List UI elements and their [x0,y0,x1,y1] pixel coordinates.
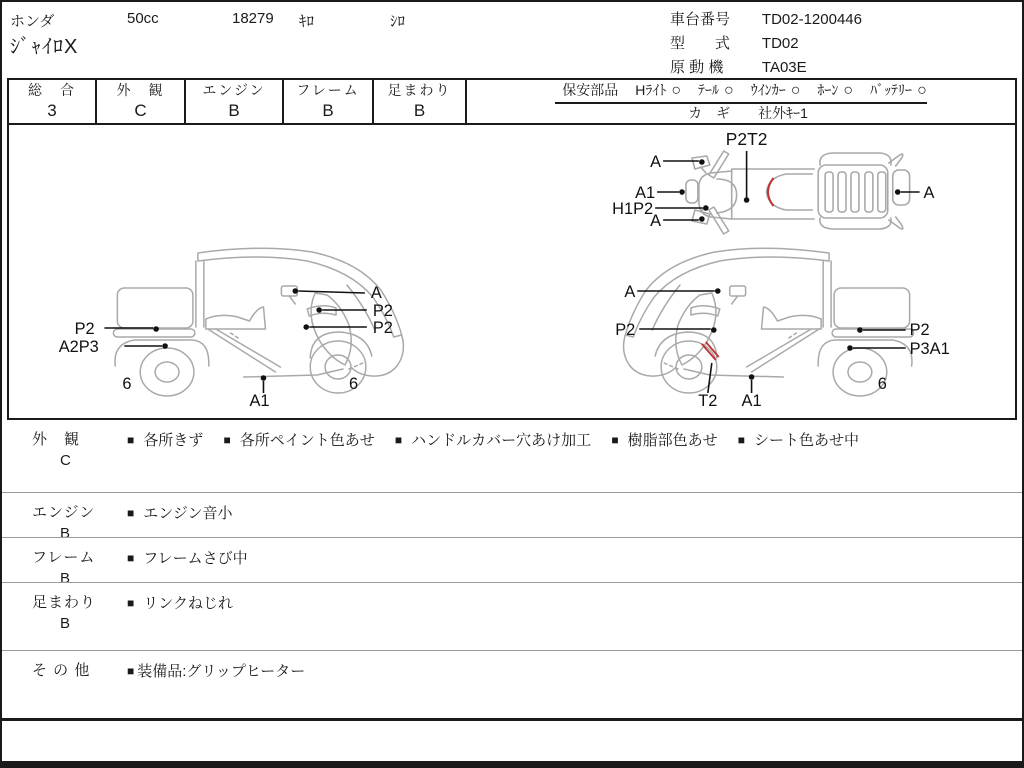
body-color: ｼﾛ [390,13,406,30]
note-item [127,432,203,449]
square-bullet-icon: ■ [127,433,135,447]
safety-item-battery [870,81,927,101]
condition-row-frame [2,537,1022,587]
note-item [127,550,248,567]
headlight-ok-circle-icon: ○ [671,81,682,99]
rating-overall [9,80,97,123]
condition-other-label: そ の 他 [32,662,91,679]
condition-undercarriage-notes [127,583,1022,650]
note-text: リンクねじれ [143,595,233,612]
damage-label-a1-floor-left: A1 [741,391,762,411]
note-item [223,432,374,449]
condition-frame-notes [127,538,1022,582]
damage-label-a2p3-fender: A2P3 [58,337,99,357]
note-item [611,432,717,449]
damage-diagram-panel [7,125,1017,420]
rating-overall-grade: 3 [47,100,57,120]
bottom-border-bar [2,761,1022,766]
condition-engine-notes [127,493,1022,537]
damage-label-a-rear: A [923,183,935,203]
square-bullet-icon: ■ [394,433,403,447]
damage-label-p2-rear-box: P2 [74,319,95,339]
condition-engine-label: エンジン [32,504,96,521]
safety-item-headlight [635,81,681,101]
note-text: シート色あせ中 [754,432,860,449]
chassis-number-value: TD02-1200446 [761,11,862,28]
side-view-right-sketch [113,248,403,396]
condition-row-frame-header [2,538,127,587]
condition-row-engine-header [2,493,127,542]
rating-undercarriage-grade: B [413,100,426,120]
battery-label: ﾊﾞｯﾃﾘｰ [870,82,913,99]
note-text: 各所ペイント色あせ [239,432,375,449]
key-value: 社外ｷｰ1 [758,104,808,121]
wheel-size-front: 6 [348,374,359,394]
safety-parts-row [555,80,926,104]
rating-overall-label: 総 合 [28,82,76,99]
rating-frame-grade: B [322,100,334,120]
condition-row-undercarriage [2,582,1022,650]
damage-label-a-mirror: A [370,283,382,303]
damage-label-p2t2: P2T2 [725,128,768,150]
condition-other-notes [127,651,1022,718]
damage-label-p3a1-fender: P3A1 [909,339,950,359]
model-name: ｼﾞｬｲﾛX [10,36,79,58]
note-item [127,505,233,522]
model-code-value: TD02 [761,35,799,52]
condition-row-other-header [2,651,127,718]
rating-exterior-grade: C [134,100,147,120]
condition-exterior-notes [127,420,1022,492]
safety-item-winker [751,81,801,101]
damage-label-h1p2: H1P2 [612,199,654,219]
square-bullet-icon: ■ [223,433,231,447]
section-divider-line [2,718,1022,721]
note-item [738,432,859,449]
condition-row-undercarriage-header [2,583,127,650]
note-text: 各所きず [143,432,204,449]
taillight-label: ﾃｰﾙ [698,82,720,99]
chassis-number-label: 車台番号 [670,11,731,28]
headlight-label: Hﾗｲﾄ [635,82,667,99]
mileage-value: 18279 [232,10,274,27]
taillight-ok-circle-icon: ○ [724,81,734,99]
condition-row-exterior [2,420,1022,492]
condition-frame-grade: B [60,570,71,587]
engine-code-value: TA03E [761,59,807,76]
condition-row-exterior-header [2,420,127,492]
rating-exterior [97,80,186,123]
note-item [127,595,233,612]
rating-engine-label: エンジン [202,82,266,99]
safety-parts-title: 保安部品 [562,82,619,99]
winker-ok-circle-icon: ○ [790,81,801,99]
rating-engine-grade: B [228,100,240,120]
seat-damage-red-mark [768,178,773,206]
condition-row-engine [2,492,1022,542]
condition-frame-label: フレーム [32,549,96,566]
ratings-bar [7,78,1017,125]
engine-code-row [670,56,807,77]
condition-undercarriage-label: 足まわり [32,594,97,611]
key-row [674,104,808,123]
square-bullet-icon: ■ [127,551,135,565]
square-bullet-icon: ■ [127,506,135,520]
square-bullet-icon: ■ [127,664,135,678]
rating-frame [284,80,374,123]
rating-exterior-label: 外 観 [116,82,165,99]
damage-label-p2-cowl-upper: P2 [372,301,393,321]
rating-frame-label: フレーム [296,82,360,99]
winker-label: ｳｲﾝｶｰ [750,82,786,99]
note-text: エンジン音小 [143,505,233,522]
square-bullet-icon: ■ [737,433,745,447]
note-text: 樹脂部色あせ [627,432,718,449]
note-text: ハンドルカバー穴あけ加工 [411,432,592,449]
damage-label-a-mirror-left: A [624,282,636,302]
side-view-left-sketch [624,248,914,396]
mileage-unit: ｷﾛ [299,13,315,30]
engine-code-label: 原 動 機 [670,59,724,76]
model-code-row [670,32,799,53]
note-item [127,663,305,680]
safety-item-taillight [698,81,734,101]
condition-row-other [2,650,1022,718]
square-bullet-icon: ■ [127,596,135,610]
condition-exterior-label: 外 観 [32,431,81,448]
condition-exterior-grade: C [60,452,71,469]
rating-engine [186,80,284,123]
damage-label-a-bottom: A [650,211,662,231]
note-item [395,432,591,449]
damage-label-a1-floor: A1 [249,391,270,411]
horn-label: ﾎｰﾝ [817,82,839,99]
note-text: 装備品:グリップヒーター [137,663,306,680]
battery-ok-circle-icon: ○ [917,81,927,99]
condition-notes-table [2,420,1022,718]
rating-undercarriage [374,80,467,123]
safety-item-horn [817,81,853,101]
engine-displacement: 50cc [127,10,159,27]
damage-label-p2-front-cowl: P2 [615,320,636,340]
note-text: フレームさび中 [143,550,248,567]
condition-undercarriage-grade: B [60,615,71,632]
wheel-size-rear: 6 [122,374,132,394]
safety-parts-cell [467,80,1015,123]
top-view-sketch [686,151,910,234]
scooter-damage-diagram [9,125,1015,418]
horn-ok-circle-icon: ○ [843,81,854,99]
square-bullet-icon: ■ [611,433,619,447]
key-label: カ ギ [688,104,731,121]
damage-label-a-top: A [650,152,662,172]
chassis-number-row [670,8,862,29]
brand-name: ホンダ [10,13,55,30]
damage-label-a1-front: A1 [635,183,656,203]
wheel-size-rear-left: 6 [877,374,887,394]
condition-engine-grade: B [60,525,71,542]
damage-label-p2-cowl-lower: P2 [372,318,393,338]
damage-label-p2-rear-box-left: P2 [909,320,930,340]
model-code-label: 型 式 [670,35,731,52]
rating-undercarriage-label: 足まわり [387,82,452,99]
damage-label-t2-cowl: T2 [698,391,718,411]
